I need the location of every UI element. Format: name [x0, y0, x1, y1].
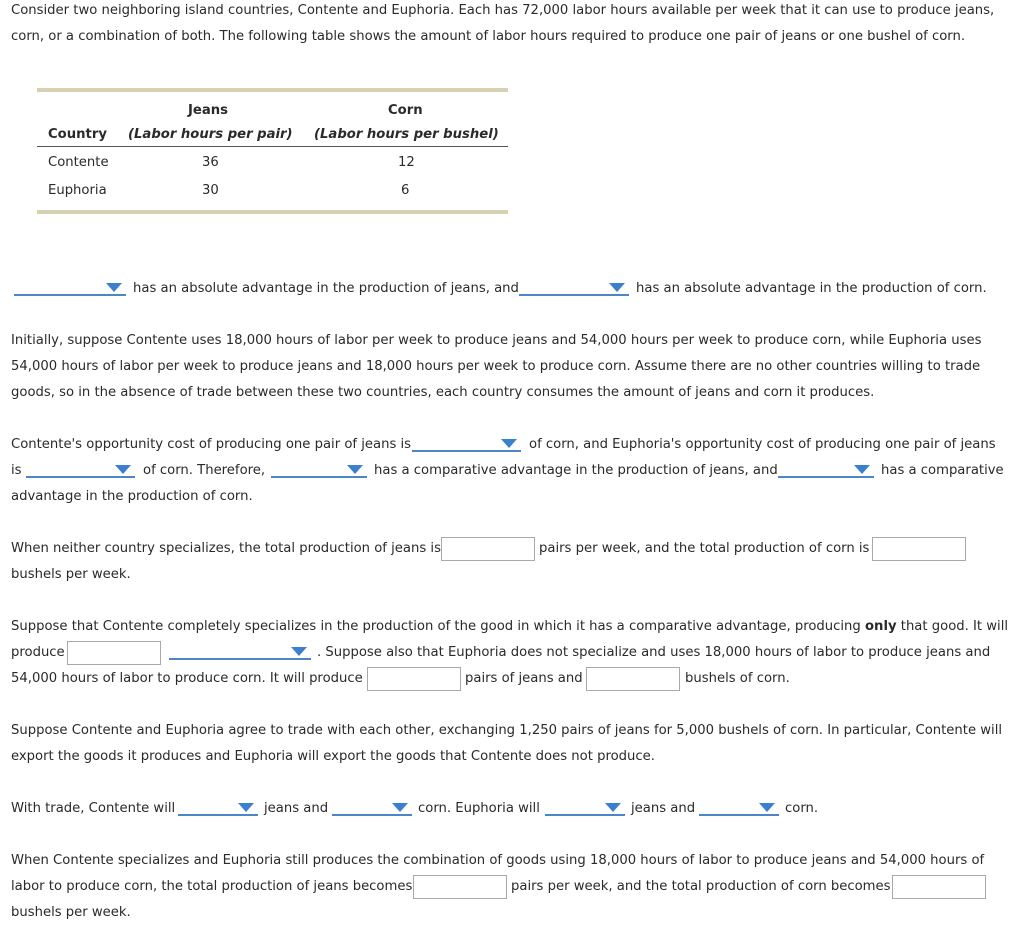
q4-text-b: that good. It will: [900, 619, 1009, 634]
q4-line-1: [11, 618, 1008, 636]
chevron-down-icon: [115, 465, 131, 474]
chevron-down-icon: [392, 803, 408, 812]
q4-text-d: . Suppose also that Euphoria does not specialize and uses 18,000 hours of labor to produce jeans and: [317, 645, 991, 660]
q6-text-b: pairs per week, and the total production of corn becomes: [511, 879, 891, 894]
q2-text-e: has a comparative advantage in the production of jeans, and: [374, 463, 778, 478]
q4-text-f: pairs of jeans and: [465, 671, 583, 686]
q6-text-c: bushels per week.: [11, 905, 131, 920]
corn-subheader: (Labor hours per bushel): [314, 127, 499, 142]
q2-text-a: Contente's opportunity cost of producing one pair of jeans is: [11, 437, 412, 452]
q6-text-a: labor to produce corn, the total production of jeans becomes: [11, 879, 413, 894]
total-corn-specialized-input[interactable]: [892, 875, 986, 899]
absolute-advantage-jeans-dropdown[interactable]: [14, 280, 126, 296]
contente-specialized-good-dropdown[interactable]: [169, 644, 311, 660]
euphoria-opportunity-cost-dropdown[interactable]: [26, 462, 135, 478]
table-top-rule: [37, 88, 508, 92]
table-row-jeans: 36: [202, 155, 219, 170]
chevron-down-icon: [347, 465, 363, 474]
q1-text-b: has an absolute advantage in the production of corn.: [636, 281, 987, 296]
contente-opportunity-cost-dropdown[interactable]: [412, 436, 521, 452]
comparative-advantage-jeans-dropdown[interactable]: [271, 462, 367, 478]
chevron-down-icon: [605, 803, 621, 812]
initial-line-2: 54,000 hours of labor per week to produce jeans and 18,000 hours per week to produce corn. Assume there are no other countries willing to trade: [11, 359, 981, 374]
q5-text-c: corn. Euphoria will: [418, 801, 540, 816]
absolute-advantage-corn-dropdown[interactable]: [519, 280, 629, 296]
q5-text-e: corn.: [785, 801, 819, 816]
euphoria-corn-input[interactable]: [586, 667, 680, 691]
table-row-country: Euphoria: [48, 183, 107, 198]
q4-text-e: 54,000 hours of labor to produce corn. It will produce: [11, 671, 363, 686]
chevron-down-icon: [759, 803, 775, 812]
q3-text-a: When neither country specializes, the total production of jeans is: [11, 541, 441, 556]
q3-text-b: pairs per week, and the total production of corn is: [539, 541, 870, 556]
corn-header: Corn: [388, 103, 423, 118]
table-header-rule: [37, 146, 508, 147]
table-row-jeans: 30: [202, 183, 219, 198]
q6-line-1: When Contente specializes and Euphoria still produces the combination of goods using 18,000 hours of labor to produce jeans and 54,000 hours of: [11, 853, 985, 868]
trade-line-2: export the goods it produces and Euphoria will export the goods that Contente does not produce.: [11, 749, 655, 764]
q5-text-a: With trade, Contente will: [11, 801, 176, 816]
q5-text-b: jeans and: [264, 801, 329, 816]
table-row-country: Contente: [48, 155, 109, 170]
contente-jeans-trade-dropdown[interactable]: [178, 800, 258, 816]
jeans-subheader: (Labor hours per pair): [128, 127, 293, 142]
table-row-corn: 12: [398, 155, 415, 170]
chevron-down-icon: [106, 283, 122, 292]
q3-text-c: bushels per week.: [11, 567, 131, 582]
q1-text-a: has an absolute advantage in the production of jeans, and: [133, 281, 519, 296]
intro-line-1: Consider two neighboring island countries, Contente and Euphoria. Each has 72,000 labor hours available per week that it can use to produce jeans,: [11, 3, 995, 18]
intro-line-2: corn, or a combination of both. The following table shows the amount of labor hours required to produce one pair of jeans or one bushel of corn.: [11, 29, 966, 44]
comparative-advantage-corn-dropdown[interactable]: [778, 462, 874, 478]
contente-corn-trade-dropdown[interactable]: [332, 800, 412, 816]
q4-bold-only: only: [865, 619, 897, 634]
q2-text-f: has a comparative: [881, 463, 1004, 478]
euphoria-jeans-input[interactable]: [367, 667, 461, 691]
initial-line-1: Initially, suppose Contente uses 18,000 hours of labor per week to produce jeans and 54,000 hours per week to produce corn, while Euphoria uses: [11, 333, 982, 348]
chevron-down-icon: [501, 439, 517, 448]
total-jeans-specialized-input[interactable]: [413, 875, 507, 899]
jeans-header: Jeans: [188, 103, 228, 118]
q4-text-c: produce: [11, 645, 65, 660]
trade-line-1: Suppose Contente and Euphoria agree to trade with each other, exchanging 1,250 pairs of jeans for 5,000 bushels of corn. In particular, Contente will: [11, 723, 1003, 738]
q2-text-c: is: [11, 463, 22, 478]
q2-text-d: of corn. Therefore,: [143, 463, 266, 478]
country-header: Country: [48, 127, 107, 142]
chevron-down-icon: [854, 465, 870, 474]
contente-specialized-quantity-input[interactable]: [67, 641, 161, 665]
initial-line-3: goods, so in the absence of trade between these two countries, each country consumes the amount of jeans and corn it produces.: [11, 385, 875, 400]
chevron-down-icon: [291, 647, 307, 656]
table-bottom-rule: [37, 210, 508, 214]
chevron-down-icon: [238, 803, 254, 812]
total-jeans-no-specialization-input[interactable]: [441, 537, 535, 561]
q2-text-g: advantage in the production of corn.: [11, 489, 253, 504]
euphoria-jeans-trade-dropdown[interactable]: [545, 800, 625, 816]
euphoria-corn-trade-dropdown[interactable]: [699, 800, 779, 816]
q2-text-b: of corn, and Euphoria's opportunity cost of producing one pair of jeans: [529, 437, 996, 452]
q4-text-a: Suppose that Contente completely specializes in the production of the good in which it has a comparative advantage, producing: [11, 619, 861, 634]
total-corn-no-specialization-input[interactable]: [872, 537, 966, 561]
chevron-down-icon: [609, 283, 625, 292]
q5-text-d: jeans and: [631, 801, 696, 816]
q4-text-g: bushels of corn.: [685, 671, 790, 686]
table-row-corn: 6: [401, 183, 410, 198]
